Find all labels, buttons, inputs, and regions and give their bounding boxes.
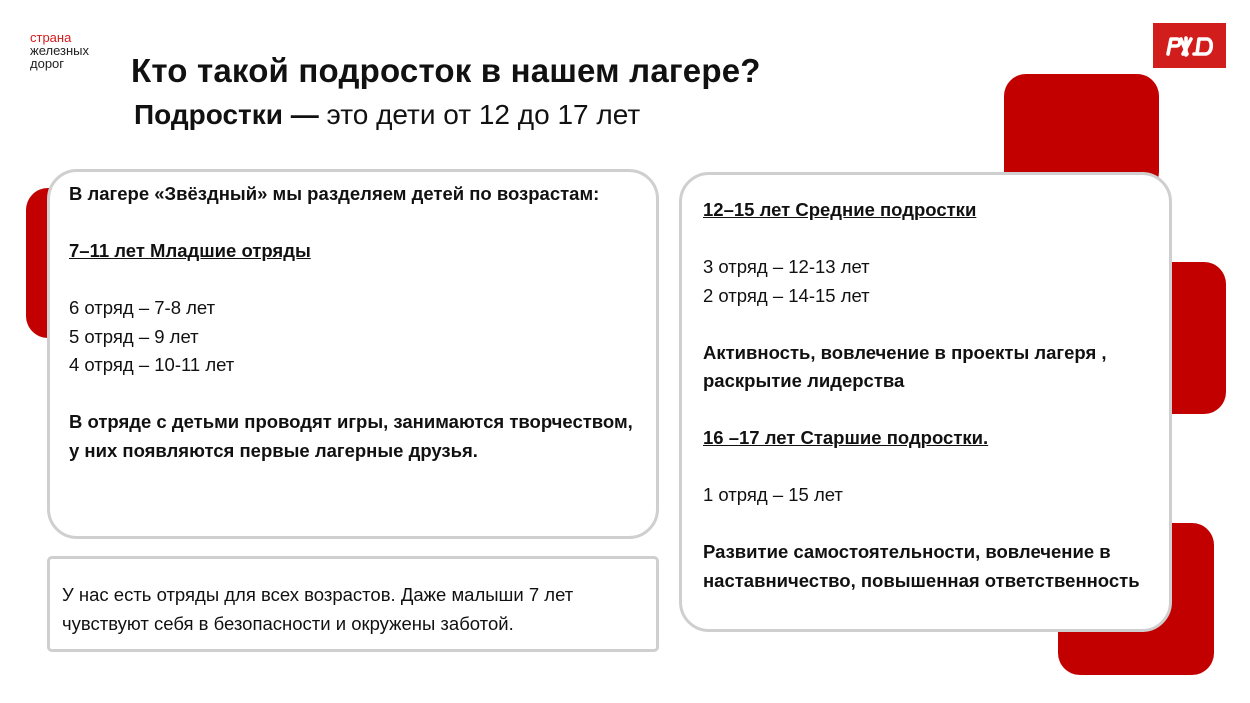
brand-line-3: дорог xyxy=(30,56,65,71)
list-item: 5 отряд – 9 лет xyxy=(69,325,199,347)
brand-line-2: железных xyxy=(30,43,90,58)
right-heading-2: 16 –17 лет Старшие подростки. xyxy=(703,427,989,448)
note-box xyxy=(47,556,659,652)
right-summary-2: Развитие самостоятельности, вовлечение в наставничество, повышенная ответственность xyxy=(703,541,1140,591)
left-heading: 7–11 лет Младшие отряды xyxy=(69,240,311,261)
subtitle-bold: Подростки — xyxy=(134,99,319,130)
subtitle-rest: это дети от 12 до 17 лет xyxy=(318,99,641,130)
brand-logo xyxy=(30,31,89,70)
note-text: У нас есть отряды для всех возрастов. Даже малыши 7 лет чувствуют себя в безопасности и окружены заботой. xyxy=(62,584,574,634)
left-intro: В лагере «Звёздный» мы разделяем детей по возрастам: xyxy=(69,183,600,204)
list-item: 2 отряд – 14-15 лет xyxy=(703,284,870,306)
junior-groups-card xyxy=(47,169,659,539)
list-item: 6 отряд – 7-8 лет xyxy=(69,297,216,318)
page-subtitle xyxy=(134,99,640,131)
right-summary-1: Активность, вовлечение в проекты лагеря , раскрытие лидерства xyxy=(703,341,1107,391)
teen-groups-card xyxy=(679,172,1172,632)
brand-line-1: страна xyxy=(30,30,72,45)
list-item: 3 отряд – 12-13 лет xyxy=(703,256,870,277)
right-heading-1: 12–15 лет Средние подростки xyxy=(703,199,977,220)
list-item: 1 отряд – 15 лет xyxy=(703,484,843,505)
left-summary: В отряде с детьми проводят игры, занимаются творчеством, у них появляются первые лагерные друзья. xyxy=(69,411,633,461)
page-title: Кто такой подросток в нашем лагере? xyxy=(131,52,761,89)
list-item: 4 отряд – 10-11 лет xyxy=(69,354,235,375)
rzd-logo-icon xyxy=(1153,23,1226,68)
